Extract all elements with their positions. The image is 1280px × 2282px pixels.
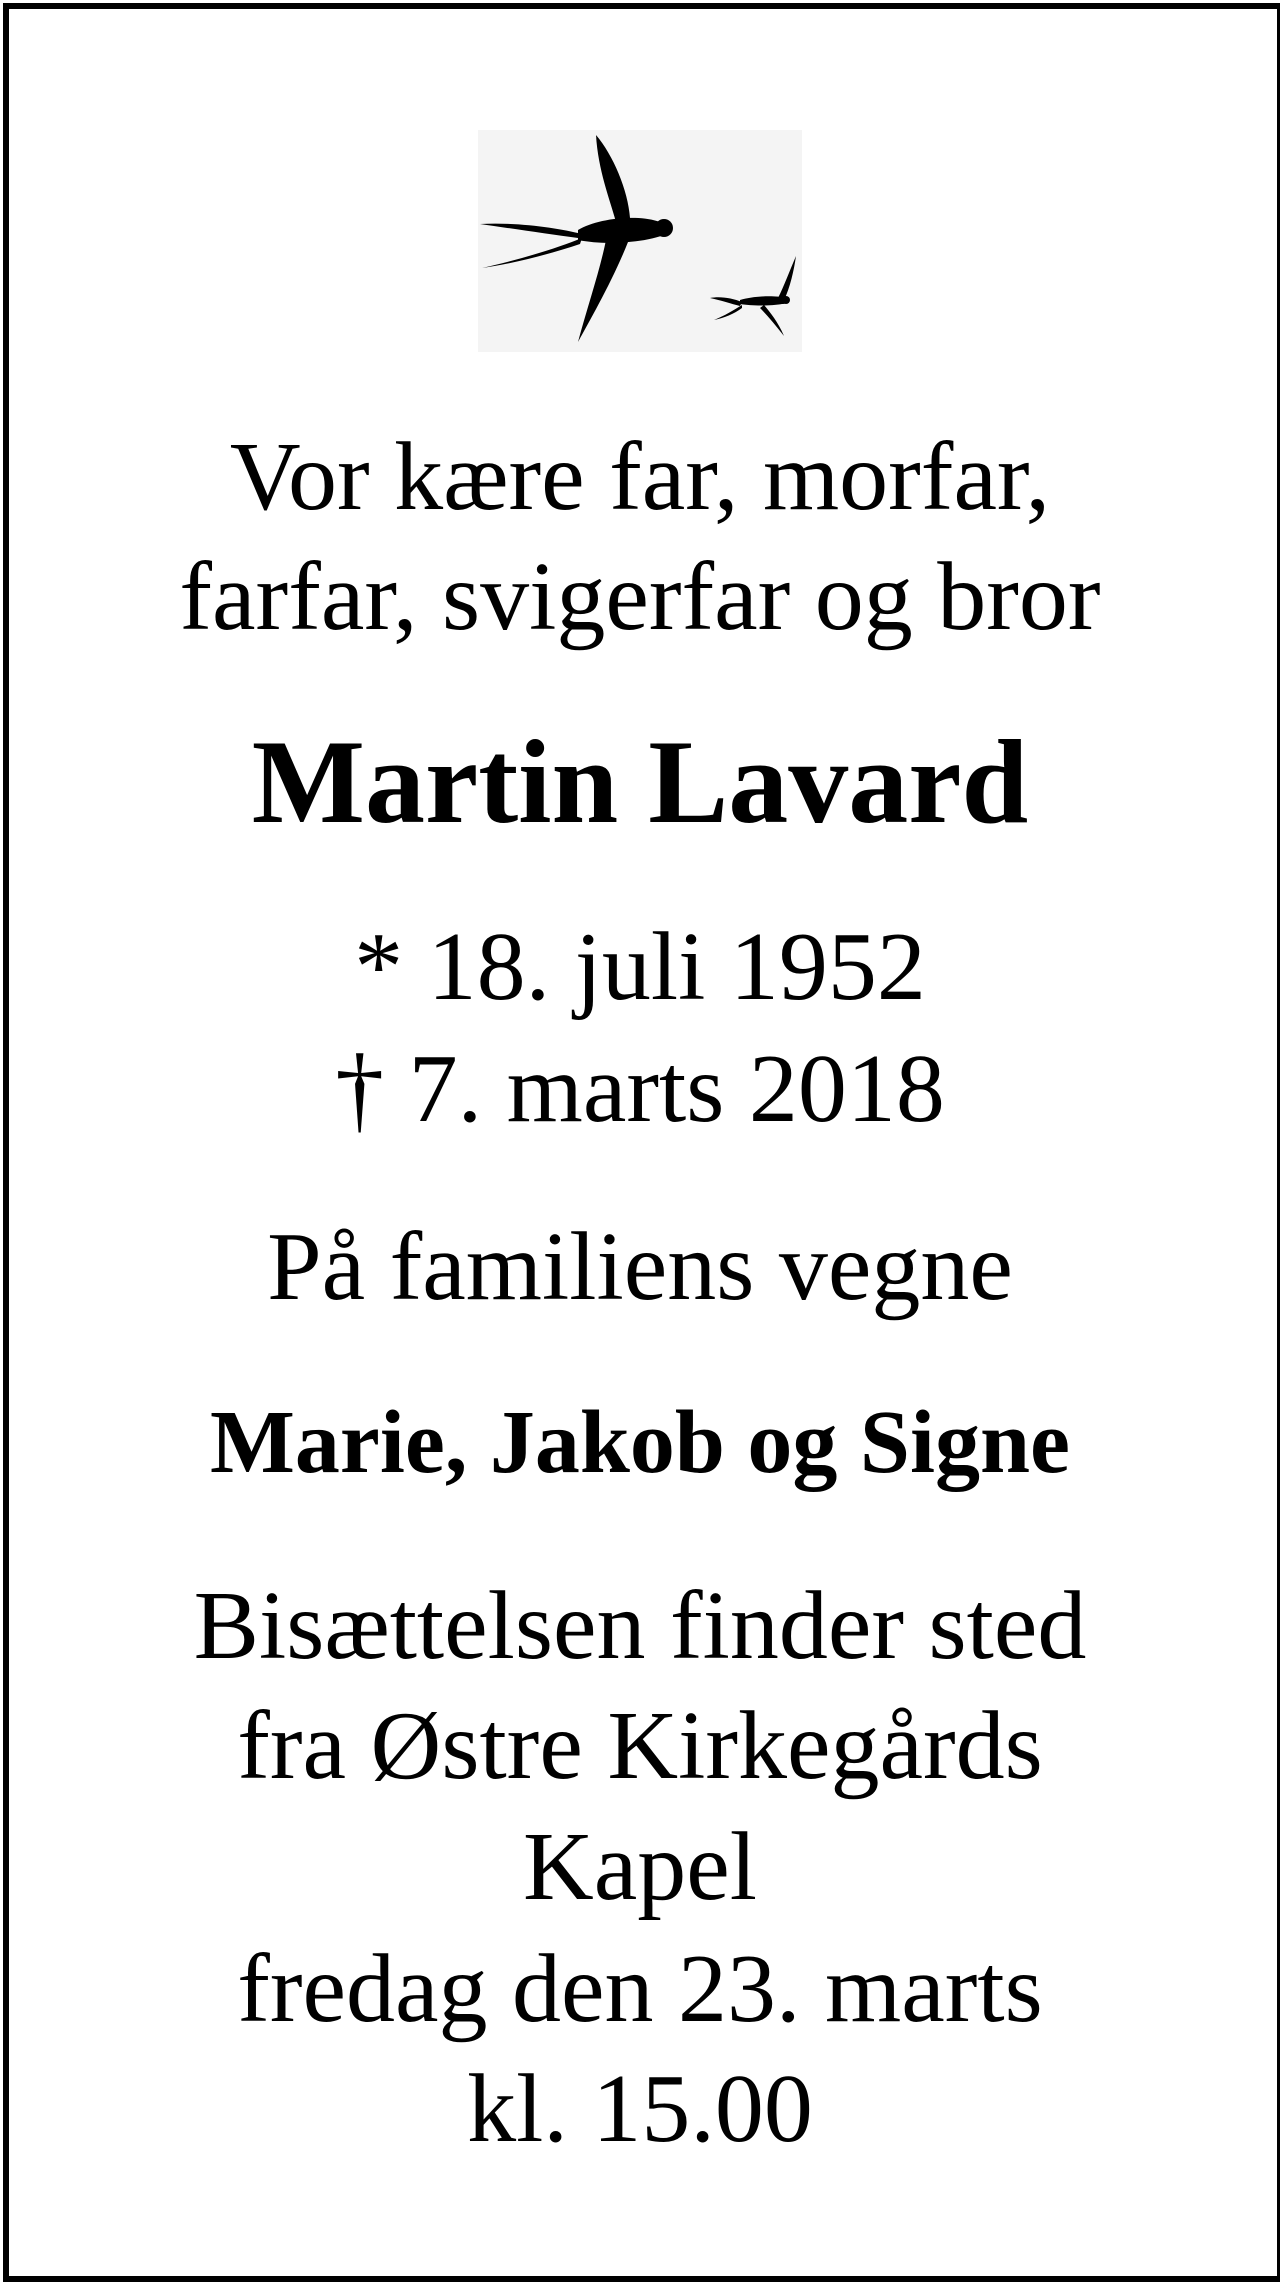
- service-line-2: fra Østre Kirkegårds: [237, 1692, 1043, 1800]
- service-line-1: Bisættelsen finder sted: [193, 1572, 1087, 1680]
- death-date: † 7. marts 2018: [335, 1035, 945, 1143]
- birth-date: * 18. juli 1952: [354, 913, 926, 1021]
- swallows-ornament: [478, 130, 802, 352]
- two-swallows-icon: [478, 130, 802, 352]
- intro-line-1: Vor kære far, morfar,: [229, 423, 1051, 531]
- service-line-3: Kapel: [523, 1813, 757, 1921]
- service-line-4: fredag den 23. marts: [237, 1935, 1043, 2043]
- deceased-name: Martin Lavard: [251, 715, 1029, 848]
- intro-line-2: farfar, svigerfar og bror: [179, 543, 1101, 651]
- service-line-5: kl. 15.00: [467, 2055, 813, 2163]
- family-preface: På familiens vegne: [267, 1213, 1013, 1321]
- family-names: Marie, Jakob og Signe: [209, 1393, 1070, 1492]
